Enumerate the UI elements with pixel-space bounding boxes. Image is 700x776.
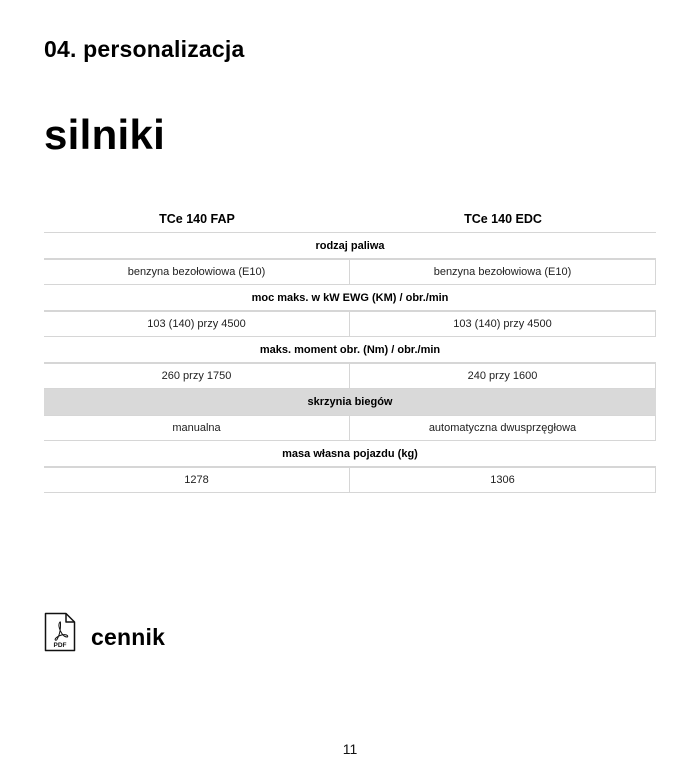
value-cell: benzyna bezołowiowa (E10) — [127, 266, 266, 278]
table-row — [44, 259, 656, 285]
value-cell: 103 (140) przy 4500 — [147, 318, 246, 330]
pricelist-label[interactable]: cennik — [91, 623, 166, 650]
table-header-row — [44, 206, 656, 233]
pdf-icon-caption: PDF — [53, 642, 67, 649]
column-header-engine-1: TCe 140 FAP — [159, 212, 235, 226]
group-label-curb-weight: masa własna pojazdu (kg) — [44, 441, 656, 467]
value-cell: benzyna bezołowiowa (E10) — [349, 260, 656, 284]
value-cell: 1278 — [184, 474, 209, 486]
table-row — [44, 311, 656, 337]
column-header-engine-2: TCe 140 EDC — [464, 212, 542, 226]
page-number: 11 — [342, 741, 358, 757]
pricelist-link[interactable] — [44, 612, 165, 652]
group-label-fuel-type: rodzaj paliwa — [44, 233, 656, 259]
value-cell: manualna — [172, 422, 221, 434]
table-row — [44, 363, 656, 389]
engine-specs-table — [44, 206, 656, 493]
value-cell: 260 przy 1750 — [161, 370, 232, 382]
value-cell: automatyczna dwusprzęgłowa — [349, 416, 656, 440]
table-row — [44, 415, 656, 441]
value-cell: 240 przy 1600 — [349, 364, 656, 388]
table-row — [44, 467, 656, 493]
group-label-max-power: moc maks. w kW EWG (KM) / obr./min — [44, 285, 656, 311]
group-label-gearbox: skrzynia biegów — [44, 389, 656, 415]
group-label-max-torque: maks. moment obr. (Nm) / obr./min — [44, 337, 656, 363]
page-title: silniki — [44, 111, 166, 158]
pdf-icon[interactable] — [44, 612, 76, 652]
value-cell: 103 (140) przy 4500 — [349, 312, 656, 336]
section-title: 04. personalizacja — [44, 36, 245, 62]
value-cell: 1306 — [349, 468, 656, 492]
